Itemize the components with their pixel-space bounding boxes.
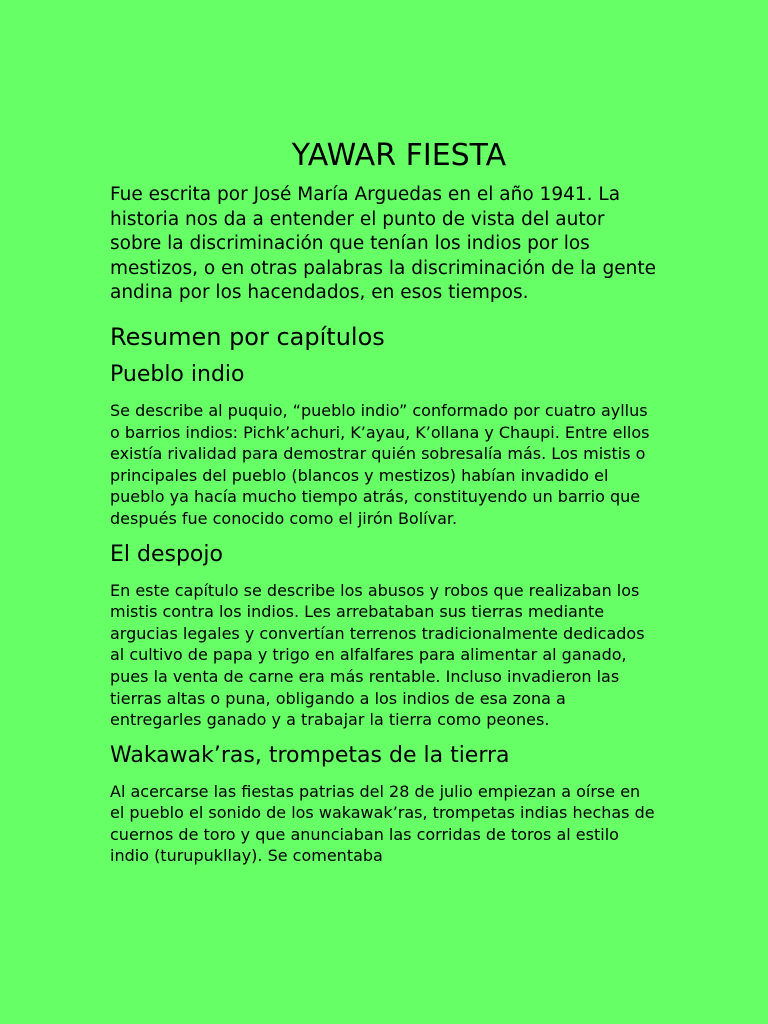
chapter-wakawakras: [110, 741, 658, 867]
chapter-pueblo-indio: [110, 360, 658, 530]
chapter-heading: Pueblo indio: [110, 361, 245, 387]
chapter-heading: Wakawak’ras, trompetas de la tierra: [110, 742, 510, 768]
document-content: [110, 135, 658, 877]
chapter-text: Se describe al puquio, “pueblo indio” conformado por cuatro ayllus o barrios indios: Pichk’achuri, K’ayau, K’ollana y Chaupi. Entre ellos existía rivalidad para demostrar quién sobresalía más. Los mistis o principales del pueblo (blancos y mestizos) habían invadido el pueblo ya hacía mucho tiempo atrás, constituyendo un barrio que después fue conocido como el jirón Bolívar.: [110, 400, 650, 528]
intro-paragraph: Fue escrita por José María Arguedas en el año 1941. La historia nos da a entender el punto de vista del autor sobre la discriminación que tenían los indios por los mestizos, o en otras palabras la discriminación de la gente andina por los hacendados, en esos tiempos.: [110, 184, 656, 304]
chapter-text: Al acercarse las fiestas patrias del 28 de julio empiezan a oírse en el pueblo el sonido de los wakawak’ras, trompetas indias hechas de cuernos de toro y que anunciaban las corridas de toros al estilo indio (turupukllay). Se comentaba: [110, 781, 655, 866]
chapter-el-despojo: [110, 540, 658, 731]
document-title: YAWAR FIESTA: [291, 138, 507, 173]
section-heading: Resumen por capítulos: [110, 322, 385, 351]
chapter-heading: El despojo: [110, 541, 223, 567]
chapter-text: En este capítulo se describe los abusos y robos que realizaban los mistis contra los indios. Les arrebataban sus tierras mediante argucias legales y convertían terrenos tradicionalmente dedicados al cultivo de papa y trigo en alfalfares para alimentar al ganado, pues la venta de carne era más rentable. Incluso invadieron las tierras altas o puna, obligando a los indios de esa zona a entregarles ganado y a trabajar la tierra como peones.: [110, 580, 645, 730]
